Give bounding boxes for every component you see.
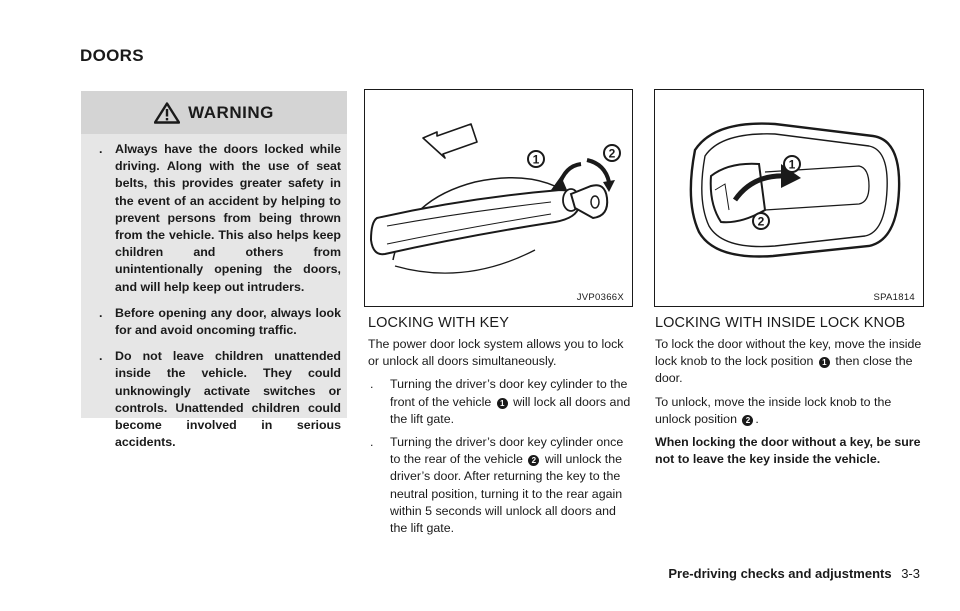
warning-item-text: Before opening any door, always look for and avoid oncoming traffic. [115, 305, 341, 338]
list-text: Turning the driver’s door key cylinder once to the rear of the vehicle [390, 435, 624, 467]
callout-1: 1 [532, 152, 540, 167]
warning-item [95, 141, 341, 296]
callout-number: 2 [528, 455, 539, 466]
list-text: will lock all doors and the lift gate. [390, 394, 631, 426]
bullet: . [99, 142, 103, 156]
warning-item-text: Do not leave children unattended inside the vehicle. They could unknowingly activate switches or controls. Unattended children could become involved in serious accidents. [115, 349, 341, 450]
inside-lock-knob-illustration [655, 90, 923, 306]
warning-label: WARNING [188, 102, 274, 122]
callout-2: 2 [757, 214, 765, 229]
inside-lock-knob-figure [654, 89, 924, 307]
callout-2: 2 [608, 146, 616, 161]
locking-with-knob-body [655, 336, 923, 474]
warning-header [81, 91, 347, 134]
callout-number: 2 [742, 415, 753, 426]
locking-with-key-heading: LOCKING WITH KEY [368, 315, 509, 331]
figure-code: SPA1814 [873, 292, 915, 303]
paragraph-text: To unlock, move the inside lock knob to the unlock position [655, 394, 892, 426]
list-item [368, 376, 636, 428]
warning-list [95, 141, 341, 460]
page-footer [668, 566, 920, 581]
list-text: Turning the driver’s door key cylinder to the front of the vehicle [390, 377, 628, 409]
footer-title: Pre-driving checks and adjustments [668, 566, 892, 581]
callout-1: 1 [788, 157, 796, 172]
warning-item [95, 348, 341, 451]
locking-with-key-body [368, 336, 636, 543]
warning-box [81, 91, 347, 450]
page-number: 3-3 [901, 566, 920, 581]
caution-paragraph: When locking the door without a key, be sure not to leave the key inside the vehicle. [655, 435, 921, 467]
door-key-figure [364, 89, 633, 307]
warning-triangle-icon [154, 102, 180, 124]
section-title: DOORS [80, 46, 144, 65]
warning-item [95, 305, 341, 339]
paragraph: The power door lock system allows you to lock or unlock all doors simultaneously. [368, 337, 624, 369]
bullet: . [370, 377, 374, 392]
callout-number: 1 [497, 398, 508, 409]
bullet: . [370, 435, 374, 450]
callout-number: 1 [819, 357, 830, 368]
paragraph-text: To lock the door without the key, move the inside lock knob to the lock position [655, 337, 922, 369]
locking-with-knob-heading: LOCKING WITH INSIDE LOCK KNOB [655, 315, 906, 331]
paragraph [655, 336, 923, 388]
warning-item-text: Always have the doors locked while driving. Along with the use of seat belts, this provides greater safety in the event of an accident by helping to prevent persons from being thrown from the vehicle. This also helps keep children and others from unintentionally opening the doors, and will help keep out intruders. [115, 142, 341, 294]
paragraph-text: then close the door. [655, 354, 913, 386]
figure-code: JVP0366X [576, 292, 624, 303]
bullet: . [99, 305, 103, 320]
paragraph-text: . [755, 411, 759, 426]
paragraph [655, 394, 923, 428]
door-handle-key-illustration [365, 90, 632, 306]
bullet: . [99, 349, 103, 364]
list-item [368, 434, 636, 537]
list-text: will unlock the driver’s door. After returning the key to the neutral position, turning it to the rear again within 5 seconds will unlock all doors and the lift gate. [390, 452, 623, 536]
